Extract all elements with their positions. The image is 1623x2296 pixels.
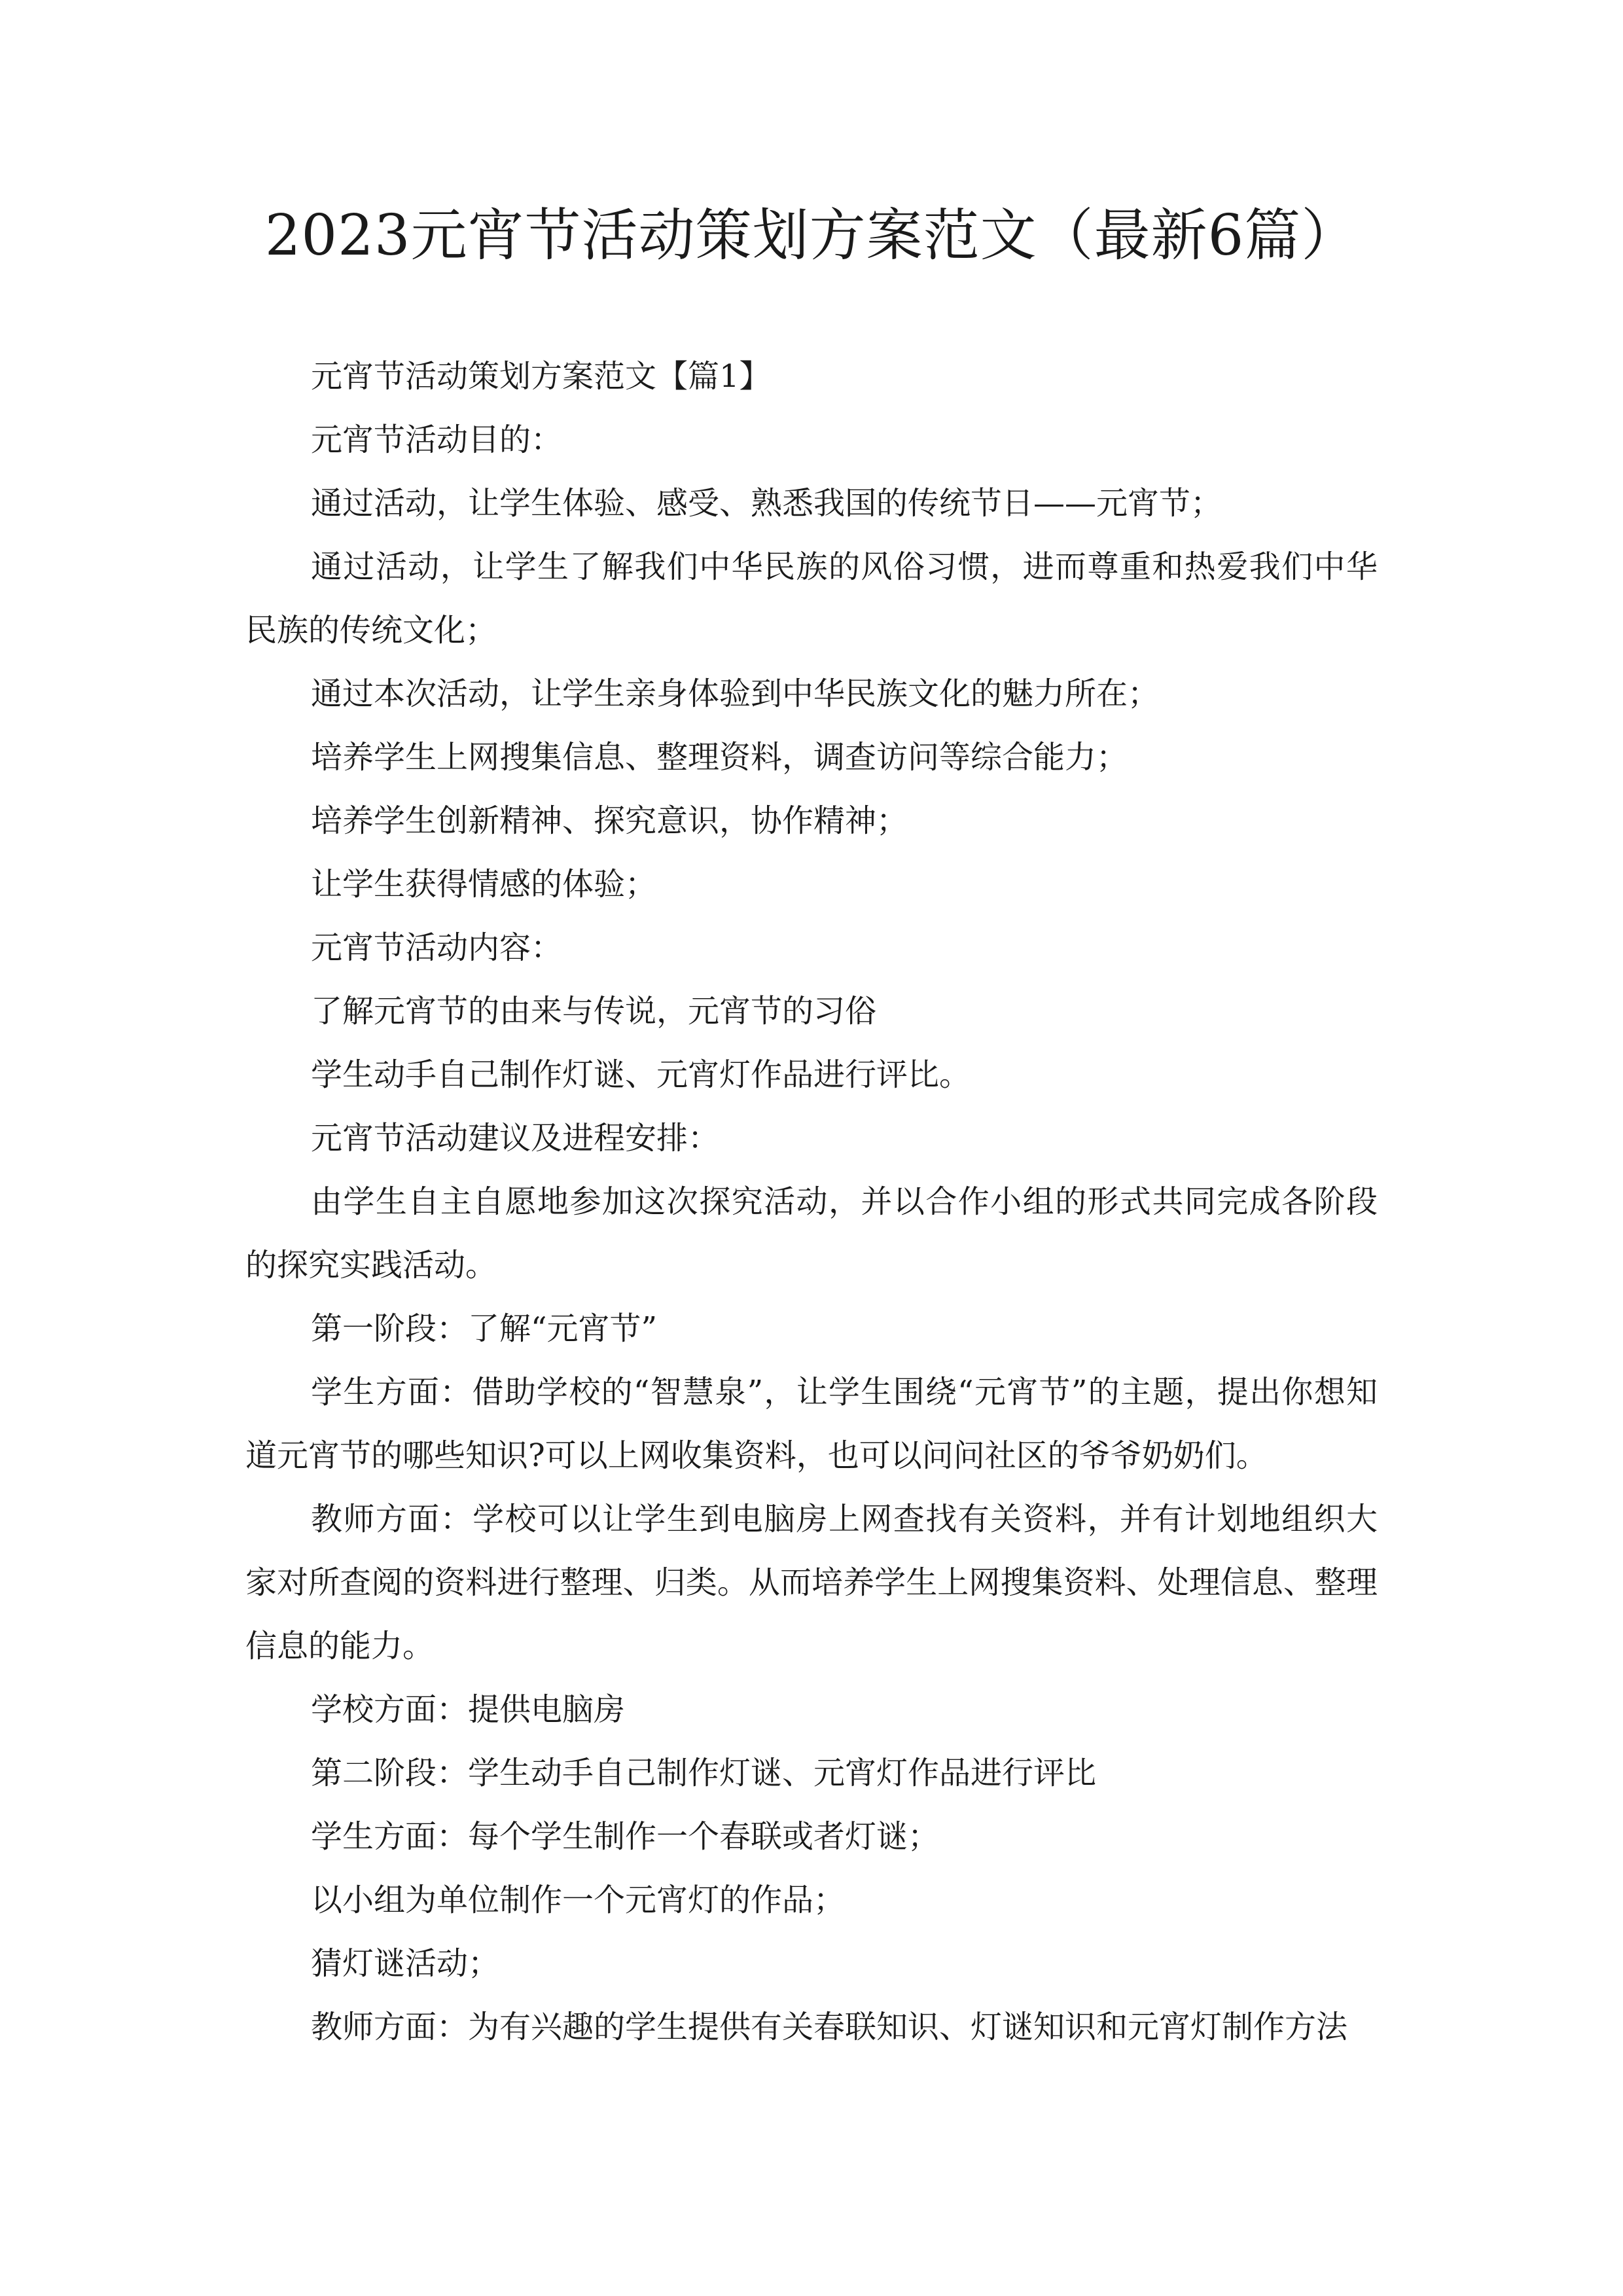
document-body — [245, 345, 1378, 2059]
paragraph: 学生方面：借助学校的“智慧泉”，让学生围绕“元宵节”的主题，提出你想知道元宵节的哪些知识?可以上网收集资料，也可以问问社区的爷爷奶奶们。 — [245, 1374, 1378, 1474]
paragraph: 教师方面：学校可以让学生到电脑房上网查找有关资料，并有计划地组织大家对所查阅的资料进行整理、归类。从而培养学生上网搜集资料、处理信息、整理信息的能力。 — [245, 1501, 1378, 1664]
paragraph: 元宵节活动内容： — [311, 929, 563, 966]
paragraph: 元宵节活动目的： — [311, 422, 563, 458]
paragraph: 教师方面：为有兴趣的学生提供有关春联知识、灯谜知识和元宵灯制作方法 — [311, 2009, 1348, 2045]
paragraph: 由学生自主自愿地参加这次探究活动，并以合作小组的形式共同完成各阶段的探究实践活动。 — [245, 1183, 1378, 1283]
paragraph: 学生动手自己制作灯谜、元宵灯作品进行评比。 — [311, 1056, 971, 1093]
paragraph: 第二阶段：学生动手自己制作灯谜、元宵灯作品进行评比 — [311, 1755, 1097, 1791]
paragraph: 猜灯谜活动； — [311, 1945, 500, 1982]
paragraph: 学校方面：提供电脑房 — [311, 1691, 626, 1728]
paragraph: 学生方面：每个学生制作一个春联或者灯谜； — [311, 1818, 940, 1855]
section-heading: 元宵节活动策划方案范文【篇1】 — [311, 358, 771, 395]
document-title: 2023元宵节活动策划方案范文（最新6篇） — [264, 203, 1359, 268]
paragraph: 了解元宵节的由来与传说，元宵节的习俗 — [311, 993, 877, 1030]
paragraph: 让学生获得情感的体验； — [311, 866, 657, 903]
paragraph: 通过活动，让学生了解我们中华民族的风俗习惯，进而尊重和热爱我们中华民族的传统文化； — [245, 548, 1378, 649]
paragraph: 元宵节活动建议及进程安排： — [311, 1120, 720, 1157]
paragraph: 通过活动，让学生体验、感受、熟悉我国的传统节日——元宵节； — [311, 485, 1222, 522]
paragraph: 通过本次活动，让学生亲身体验到中华民族文化的魅力所在； — [311, 675, 1160, 712]
paragraph: 培养学生上网搜集信息、整理资料，调查访问等综合能力； — [311, 739, 1128, 776]
paragraph: 培养学生创新精神、探究意识，协作精神； — [311, 802, 908, 839]
paragraph: 第一阶段：了解“元宵节” — [311, 1310, 658, 1347]
paragraph: 以小组为单位制作一个元宵灯的作品； — [311, 1882, 846, 1918]
